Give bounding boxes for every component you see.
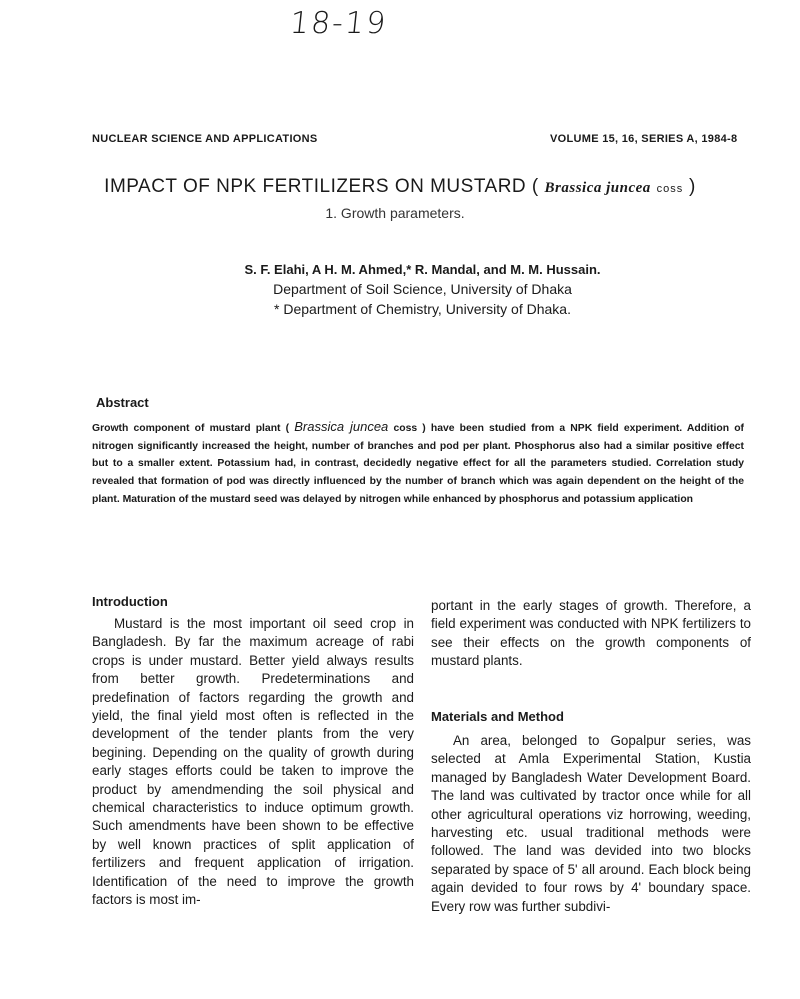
abstract-body — [92, 418, 744, 509]
introduction-continuation — [431, 597, 751, 671]
methods-column — [431, 732, 751, 916]
abstract-text-start: Growth component of mustard plant ( — [92, 423, 290, 434]
introduction-paragraph: Mustard is the most important oil seed crop in Bangladesh. By far the maximum acreage of rabi crops is under mustard. Better yield always results from better growth. Predeterminations and predefination of factors regarding the growth and yield, the final yield most often is reflected in the development of the tender plants from the very begining. Depending on the quality of growth during early stages efforts could be taken to improve the product by amendmending the soil physical and chemical characteristics to induce optimum growth. Such amendments have been shown to be effective by well known practices of split application of fertilizers and frequent application of irrigation. Identification of the need to improve the growth factors is most im- — [92, 616, 414, 908]
abstract-scientific-name: Brassica juncea — [294, 419, 389, 434]
title-main: IMPACT OF NPK FERTILIZERS ON MUSTARD ( — [104, 176, 539, 197]
journal-name: NUCLEAR SCIENCE AND APPLICATIONS — [92, 133, 318, 145]
paper-title — [0, 176, 800, 198]
title-scientific-name: Brassica juncea — [544, 180, 651, 196]
affiliation-1: Department of Soil Science, University of Dhaka — [273, 281, 572, 297]
methods-paragraph: An area, belonged to Gopalpur series, was selected at Amla Experimental Station, Kustia managed by Bangladesh Water Development Board. The land was cultivated by tractor once while for all other agricultural operations viz horrowing, weeding, harvesting etc. usual traditional methods were followed. The land was devided into two blocks separated by space of 5' all around. Each block being again devided to four rows by 4' boundary space. Every row was further subdivi- — [431, 733, 751, 914]
introduction-heading: Introduction — [92, 594, 168, 609]
affiliation-2: * Department of Chemistry, University of Dhaka. — [274, 301, 571, 317]
volume-info: VOLUME 15, 16, SERIES A, 1984-8 — [550, 133, 738, 145]
title-close: ) — [688, 176, 696, 197]
abstract-heading: Abstract — [96, 395, 149, 410]
abstract-text-rest: coss ) have been studied from a NPK field experiment. Addition of nitrogen significantly increased the height, number of branches and pod per plant. Phosphorus also had a similar positive effect but to a smaller extent. Potassium had, in contrast, decidedly negative effect for all the parameters studied. Correlation study revealed that formation of pod was directly influenced by the number of branch which was again dependent on the height of the plant. Maturation of the mustard seed was delayed by nitrogen while enhanced by phosphorus and potassium application — [92, 423, 744, 505]
handwritten-page-note: 18-19 — [288, 6, 390, 41]
author-list: S. F. Elahi, A H. M. Ahmed,* R. Mandal, and M. M. Hussain. — [244, 262, 601, 277]
introduction-column — [92, 615, 414, 910]
paper-subtitle: 1. Growth parameters. — [325, 205, 465, 221]
methods-heading: Materials and Method — [431, 709, 564, 724]
introduction-continuation-paragraph: portant in the early stages of growth. Therefore, a field experiment was conducted with NPK fertilizers to see their effects on the growth components of mustard plants. — [431, 598, 751, 669]
title-authority: coss — [656, 183, 684, 195]
